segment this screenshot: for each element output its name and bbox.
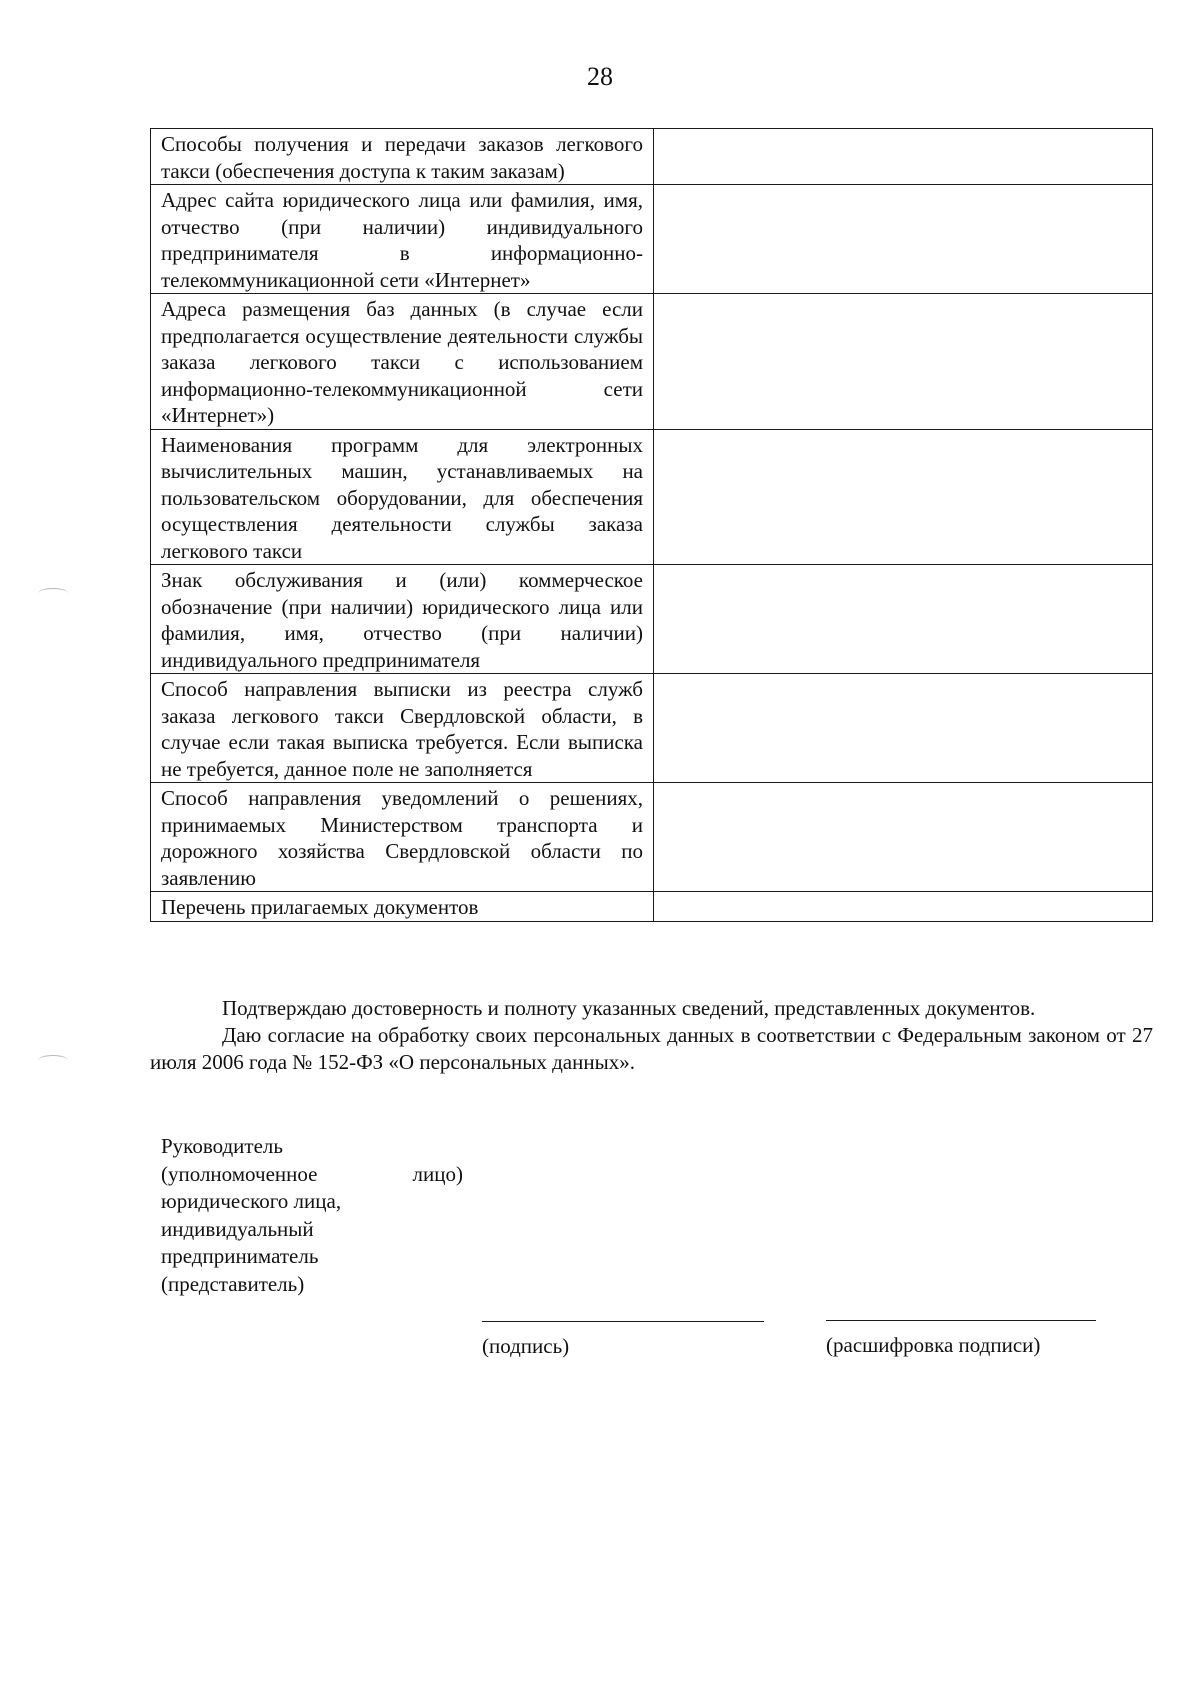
software-names-value[interactable] bbox=[654, 429, 1153, 565]
website-address-label: Адрес сайта юридического лица или фамилия, имя, отчество (при наличии) индивидуального предпринимателя в информационно-телекоммуникационной сети «Интернет» bbox=[151, 185, 654, 294]
application-details-table bbox=[150, 128, 1153, 922]
signer-line: Руководитель bbox=[161, 1134, 283, 1158]
signer-line: индивидуальный bbox=[161, 1216, 314, 1241]
table-row bbox=[151, 892, 1153, 922]
order-methods-value[interactable] bbox=[654, 129, 1153, 185]
website-address-value[interactable] bbox=[654, 185, 1153, 294]
table-row bbox=[151, 783, 1153, 892]
signature-name-line[interactable] bbox=[826, 1320, 1096, 1321]
database-location-label: Адреса размещения баз данных (в случае если предполагается осуществление деятельности службы заказа легкового такси с использованием информационно-телекоммуникационной сети «Интернет») bbox=[151, 294, 654, 430]
signer-line: (представитель) bbox=[161, 1271, 305, 1296]
table-row bbox=[151, 294, 1153, 430]
page-number: 28 bbox=[587, 62, 613, 91]
attached-documents-value[interactable] bbox=[654, 892, 1153, 922]
signature-name-field[interactable] bbox=[826, 1320, 1096, 1358]
signature-line[interactable] bbox=[482, 1321, 764, 1322]
table-row bbox=[151, 674, 1153, 783]
confirmation-section bbox=[150, 995, 1153, 1076]
scan-margin-mark bbox=[38, 588, 68, 599]
signer-line: юридического лица, bbox=[161, 1189, 342, 1213]
signer-title bbox=[161, 1133, 471, 1298]
software-names-label: Наименования программ для электронных вычислительных машин, устанавливаемых на пользовательском оборудовании, для обеспечения осуществления деятельности службы заказа легкового такси bbox=[151, 429, 654, 565]
signer-line-part: (уполномоченное bbox=[161, 1161, 318, 1186]
table-row bbox=[151, 565, 1153, 674]
signature-name-caption: (расшифровка подписи) bbox=[826, 1333, 1041, 1357]
attached-documents-label: Перечень прилагаемых документов bbox=[151, 892, 654, 922]
signer-line: предприниматель bbox=[161, 1244, 319, 1268]
table-row bbox=[151, 129, 1153, 185]
order-methods-label: Способы получения и передачи заказов легкового такси (обеспечения доступа к таким заказам) bbox=[151, 129, 654, 185]
table-row bbox=[151, 185, 1153, 294]
consent-statement: Даю согласие на обработку своих персональных данных в соответствии с Федеральным законом от 27 июля 2006 года № 152-ФЗ «О персональных данных». bbox=[150, 1023, 1153, 1074]
accuracy-statement: Подтверждаю достоверность и полноту указанных сведений, представленных документов. bbox=[222, 996, 1036, 1020]
signer-line-part: лицо) bbox=[412, 1161, 463, 1186]
signer-line bbox=[161, 1161, 463, 1189]
signature-caption: (подпись) bbox=[482, 1334, 570, 1358]
scan-margin-mark bbox=[38, 1055, 68, 1066]
database-location-value[interactable] bbox=[654, 294, 1153, 430]
trademark-label: Знак обслуживания и (или) коммерческое обозначение (при наличии) юридического лица или фамилия, имя, отчество (при наличии) индивидуального предпринимателя bbox=[151, 565, 654, 674]
signature-field[interactable] bbox=[482, 1321, 764, 1359]
registry-extract-method-label: Способ направления выписки из реестра служб заказа легкового такси Свердловской области, в случае если такая выписка требуется. Если выписка не требуется, данное поле не заполняется bbox=[151, 674, 654, 783]
table-row bbox=[151, 429, 1153, 565]
notification-method-label: Способ направления уведомлений о решениях, принимаемых Министерством транспорта и дорожного хозяйства Свердловской области по заявлению bbox=[151, 783, 654, 892]
notification-method-value[interactable] bbox=[654, 783, 1153, 892]
registry-extract-method-value[interactable] bbox=[654, 674, 1153, 783]
trademark-value[interactable] bbox=[654, 565, 1153, 674]
